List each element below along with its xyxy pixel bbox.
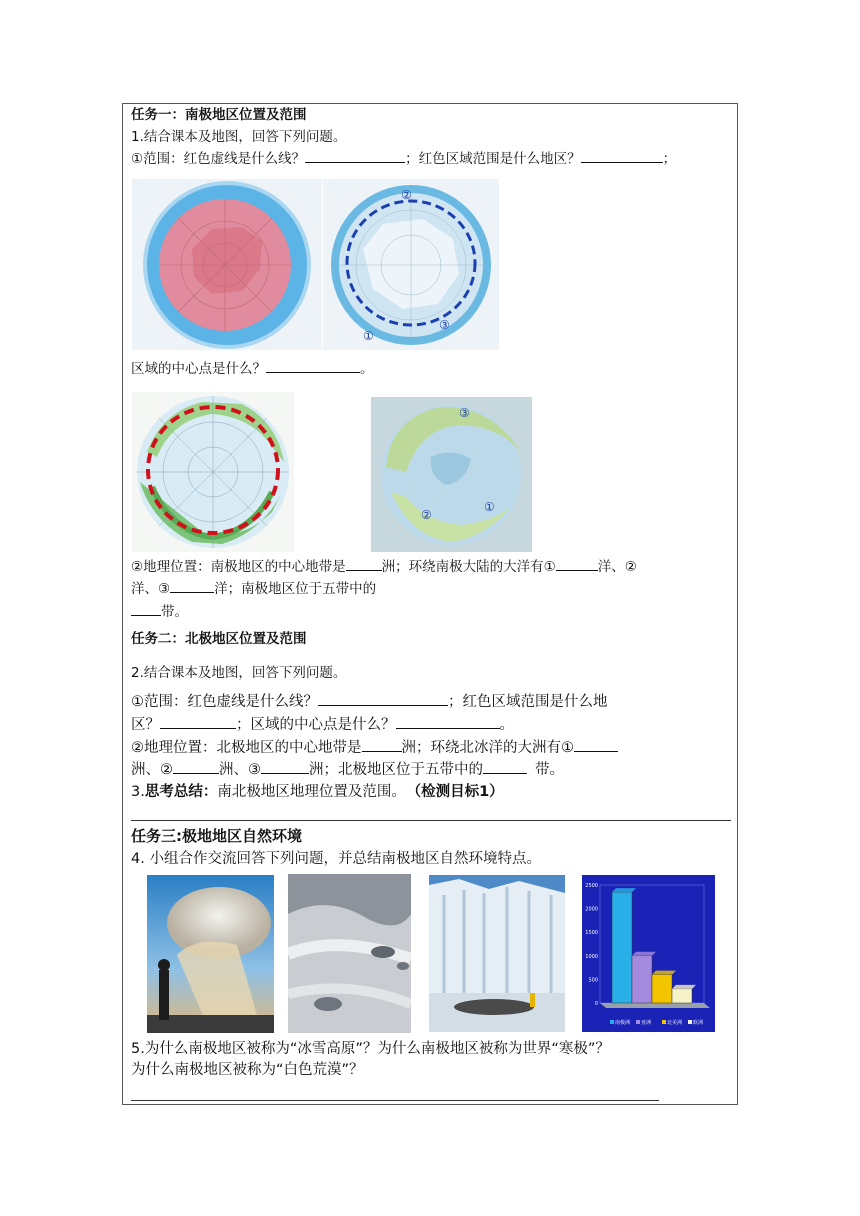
text: 洲；环绕南极大陆的大洋有①: [381, 559, 556, 575]
answer-blank[interactable]: [305, 150, 405, 163]
bar-top: [652, 971, 676, 975]
task2-summary: [131, 783, 504, 801]
task2-geo-line-2: [131, 761, 564, 779]
text: ②地理位置：北极地区的中心地带是: [131, 740, 362, 756]
task2-range-line-2: [131, 716, 514, 734]
task1-geo-line-1: [131, 558, 637, 576]
text: 洋；南极地区位于五带中的: [214, 581, 377, 597]
bar: [672, 989, 692, 1003]
task3-question: 4. 小组合作交流回答下列问题，并总结南极地区自然环境特点。: [131, 851, 541, 867]
answer-blank[interactable]: [574, 739, 618, 752]
task1-range-label-2: ；红色区域范围是什么地区？: [405, 151, 581, 167]
text: 区？: [131, 717, 160, 733]
task1-center-line: [131, 360, 374, 378]
y-tick-label: 2000: [585, 906, 598, 913]
antarctic-ocean-map: [323, 179, 499, 350]
task3-q5-line2: 为什么南极地区被称为“白色荒漠”？: [131, 1062, 364, 1078]
elevation-bar-chart: [582, 875, 715, 1032]
bar-top: [672, 985, 696, 989]
answer-blank[interactable]: [173, 761, 219, 774]
answer-blank[interactable]: [346, 558, 382, 571]
chart-floor: [600, 1003, 710, 1008]
map-label: ③: [459, 406, 470, 420]
text: 3.: [131, 784, 145, 800]
task2-question: 2.结合课本及地图，回答下列问题。: [131, 665, 347, 681]
text: 。: [499, 717, 514, 733]
text: 洲、③: [219, 762, 261, 778]
legend-label: 北美洲: [667, 1020, 683, 1026]
answer-blank[interactable]: [581, 150, 663, 163]
answer-blank[interactable]: [362, 739, 402, 752]
y-tick-label: 2500: [585, 883, 598, 889]
answer-line[interactable]: [131, 1100, 659, 1101]
y-tick-label: 1000: [585, 953, 598, 960]
text: 洲；环绕北冰洋的大洲有①: [401, 740, 574, 756]
task3-q5-line1: 5.为什么南极地区被称为“冰雪高原”？为什么南极地区被称为世界“寒极”？: [131, 1041, 610, 1057]
bar-chart-svg: [582, 875, 715, 1032]
answer-blank[interactable]: [160, 716, 236, 729]
task1-center-label: 区域的中心点是什么？: [131, 361, 266, 377]
bar: [612, 892, 632, 1003]
task1-geo-line-3: [131, 603, 188, 621]
legend-label: 欧洲: [693, 1020, 704, 1026]
legend-swatch: [610, 1020, 614, 1024]
legend-label: 南极洲: [615, 1020, 631, 1026]
map-label: ①: [363, 329, 374, 343]
arctic-circle-map: [132, 392, 294, 552]
bar-top: [612, 888, 636, 892]
text: 思考总结：: [144, 784, 218, 800]
y-tick-label: 1500: [585, 930, 598, 937]
task1-title: 任务一：南极地区位置及范围: [131, 107, 307, 123]
text: （检测目标1）: [413, 784, 504, 800]
text: 带。: [161, 604, 188, 620]
legend-swatch: [688, 1020, 692, 1024]
task1-question: 1.结合课本及地图，回答下列问题。: [131, 129, 347, 145]
answer-blank[interactable]: [483, 761, 527, 774]
text: ①范围：红色虚线是什么线？: [131, 694, 318, 710]
answer-blank[interactable]: [396, 716, 500, 729]
bar: [632, 956, 652, 1003]
text: 洋、②: [597, 559, 637, 575]
answer-blank[interactable]: [266, 360, 360, 373]
map-label: ②: [421, 508, 432, 522]
divider: [131, 820, 731, 821]
antarctic-region-map: [132, 179, 322, 350]
answer-blank[interactable]: [261, 761, 309, 774]
punct: 。: [360, 361, 374, 377]
task2-geo-line-1: [131, 739, 618, 757]
map-label: ②: [401, 188, 412, 202]
task2-range-line-1: [131, 693, 608, 711]
arctic-continents-map: [371, 397, 532, 552]
text: 洲；北极地区位于五带中的: [309, 762, 483, 778]
legend-swatch: [636, 1020, 640, 1024]
photo-ice-cliffs: [429, 875, 565, 1032]
task1-range-line: [131, 150, 676, 168]
text: ②地理位置：南极地区的中心地带是: [131, 559, 346, 575]
task1-range-label: ①范围：红色虚线是什么线？: [131, 151, 306, 167]
legend-swatch: [662, 1020, 666, 1024]
legend-label: 亚洲: [641, 1020, 652, 1026]
y-tick-label: 500: [588, 977, 598, 984]
text: 洋、③: [131, 581, 171, 597]
text: ；红色区域范围是什么地: [448, 694, 608, 710]
y-tick-label: 0: [594, 1001, 598, 1007]
task3-title: 任务三:极地地区自然环境: [131, 827, 302, 845]
text: 洲、②: [131, 762, 173, 778]
map-label: ①: [484, 500, 495, 514]
task2-title: 任务二：北极地区位置及范围: [131, 631, 307, 647]
photo-frozen-spray: [147, 875, 274, 1033]
text: ；区域的中心点是什么？: [236, 717, 396, 733]
text: 南北极地区地理位置及范围。: [217, 784, 406, 800]
bar: [652, 975, 672, 1003]
photo-snow-field: [288, 874, 411, 1033]
answer-blank[interactable]: [556, 558, 598, 571]
answer-blank[interactable]: [318, 693, 448, 706]
punct: ；: [662, 151, 677, 167]
map-label: ③: [439, 318, 450, 332]
text: 带。: [535, 762, 564, 778]
task1-geo-line-2: [131, 580, 376, 598]
answer-blank[interactable]: [131, 603, 161, 616]
bar-top: [632, 952, 656, 956]
answer-blank[interactable]: [170, 580, 214, 593]
